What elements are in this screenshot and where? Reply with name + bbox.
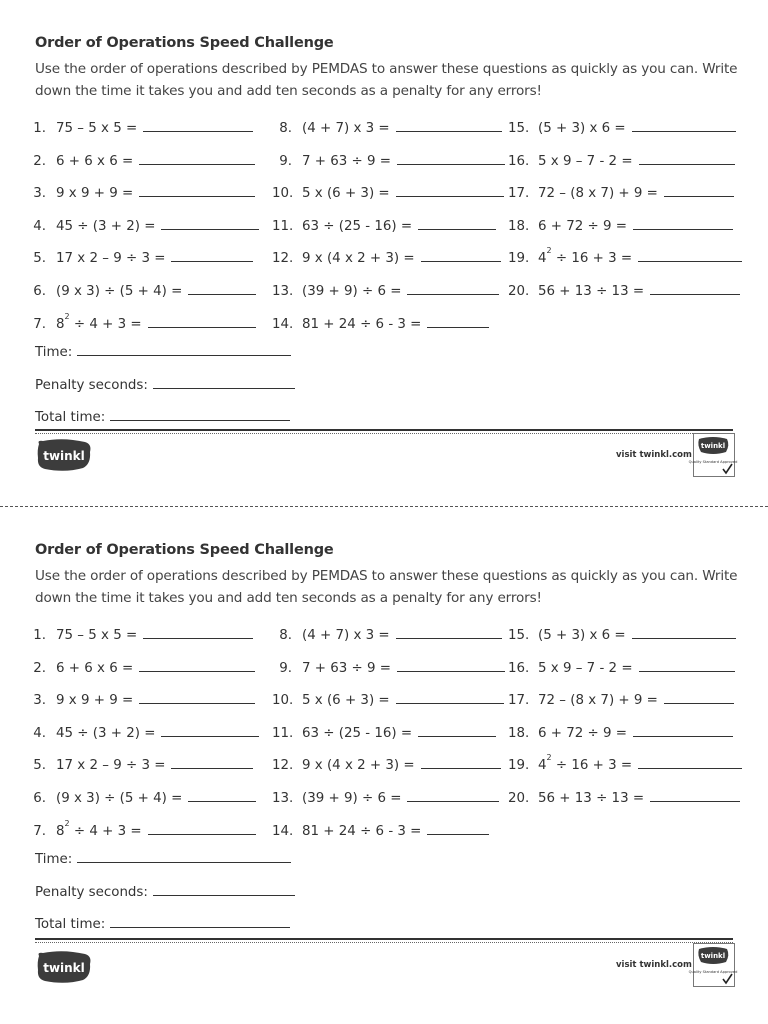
answer-blank[interactable] xyxy=(397,151,505,165)
answer-blank[interactable] xyxy=(396,625,502,639)
question-3: 3. 9 x 9 + 9 = xyxy=(26,183,255,201)
question-11: 11. 63 ÷ (25 - 16) = xyxy=(272,723,496,741)
question-8: 8. (4 + 7) x 3 = xyxy=(272,625,502,643)
question-10: 10. 5 x (6 + 3) = xyxy=(272,690,504,708)
worksheet-title: Order of Operations Speed Challenge xyxy=(35,542,334,558)
total-blank[interactable] xyxy=(110,407,290,421)
answer-blank[interactable] xyxy=(139,151,255,165)
question-14: 14. 81 + 24 ÷ 6 - 3 = xyxy=(272,821,489,839)
question-5: 5. 17 x 2 – 9 ÷ 3 = xyxy=(26,248,253,266)
question-3: 3. 9 x 9 + 9 = xyxy=(26,690,255,708)
total-row: Total time: xyxy=(35,914,290,932)
answer-blank[interactable] xyxy=(396,118,502,132)
question-10: 10. 5 x (6 + 3) = xyxy=(272,183,504,201)
answer-blank[interactable] xyxy=(139,183,255,197)
question-4: 4. 45 ÷ (3 + 2) = xyxy=(26,723,259,741)
answer-blank[interactable] xyxy=(143,118,253,132)
time-row: Time: xyxy=(35,342,291,360)
answer-blank[interactable] xyxy=(171,755,253,769)
penalty-row: Penalty seconds: xyxy=(35,882,295,900)
answer-blank[interactable] xyxy=(633,216,733,230)
question-19: 19. $4^2 \div 16 + 3$ = xyxy=(508,755,742,773)
question-14: 14. 81 + 24 ÷ 6 - 3 = xyxy=(272,314,489,332)
footer-rule-dotted xyxy=(35,942,733,943)
penalty-blank[interactable] xyxy=(153,882,295,896)
worksheet-instructions: Use the order of operations described by PEMDAS to answer these questions as quickly as you can. Write down the time it takes you and add ten seconds as a penalty for any errors! xyxy=(35,61,738,99)
answer-blank[interactable] xyxy=(421,755,501,769)
question-1: 1. 75 – 5 x 5 = xyxy=(26,118,253,136)
answer-blank[interactable] xyxy=(396,183,504,197)
answer-blank[interactable] xyxy=(139,690,255,704)
quality-badge-icon xyxy=(688,943,738,987)
answer-blank[interactable] xyxy=(188,788,256,802)
question-15: 15. (5 + 3) x 6 = xyxy=(508,625,736,643)
answer-blank[interactable] xyxy=(418,723,496,737)
footer-rule-dotted xyxy=(35,433,733,434)
answer-blank[interactable] xyxy=(148,821,256,835)
answer-blank[interactable] xyxy=(632,118,736,132)
question-11: 11. 63 ÷ (25 - 16) = xyxy=(272,216,496,234)
answer-blank[interactable] xyxy=(638,755,742,769)
answer-blank[interactable] xyxy=(664,690,734,704)
question-8: 8. (4 + 7) x 3 = xyxy=(272,118,502,136)
answer-blank[interactable] xyxy=(143,625,253,639)
svg-text:Quality Standard Approved: Quality Standard Approved xyxy=(688,460,738,464)
time-row: Time: xyxy=(35,849,291,867)
quality-badge-icon xyxy=(688,433,738,477)
question-13: 13. (39 + 9) ÷ 6 = xyxy=(272,281,499,299)
question-9: 9. 7 + 63 ÷ 9 = xyxy=(272,658,505,676)
question-6: 6. (9 x 3) ÷ (5 + 4) = xyxy=(26,281,256,299)
question-20: 20. 56 + 13 ÷ 13 = xyxy=(508,281,740,299)
answer-blank[interactable] xyxy=(639,151,735,165)
worksheet-2 xyxy=(0,507,768,1013)
answer-blank[interactable] xyxy=(664,183,734,197)
svg-text:twinkl: twinkl xyxy=(43,961,85,975)
question-7: 7. $8^2 \div 4 + 3$ = xyxy=(26,821,256,839)
answer-blank[interactable] xyxy=(639,658,735,672)
question-12: 12. 9 x (4 x 2 + 3) = xyxy=(272,248,501,266)
twinkl-logo-icon xyxy=(35,950,93,984)
question-2: 2. 6 + 6 x 6 = xyxy=(26,151,255,169)
time-blank[interactable] xyxy=(77,849,291,863)
svg-text:Quality Standard Approved: Quality Standard Approved xyxy=(688,970,738,974)
footer-rule xyxy=(35,938,733,940)
answer-blank[interactable] xyxy=(632,625,736,639)
question-9: 9. 7 + 63 ÷ 9 = xyxy=(272,151,505,169)
answer-blank[interactable] xyxy=(161,216,259,230)
question-18: 18. 6 + 72 ÷ 9 = xyxy=(508,216,733,234)
worksheet-title: Order of Operations Speed Challenge xyxy=(35,35,334,51)
answer-blank[interactable] xyxy=(427,821,489,835)
visit-link[interactable]: visit twinkl.com xyxy=(616,450,692,460)
answer-blank[interactable] xyxy=(421,248,501,262)
answer-blank[interactable] xyxy=(148,314,256,328)
question-5: 5. 17 x 2 – 9 ÷ 3 = xyxy=(26,755,253,773)
answer-blank[interactable] xyxy=(638,248,742,262)
question-20: 20. 56 + 13 ÷ 13 = xyxy=(508,788,740,806)
answer-blank[interactable] xyxy=(650,788,740,802)
footer-rule xyxy=(35,429,733,431)
question-17: 17. 72 – (8 x 7) + 9 = xyxy=(508,690,734,708)
penalty-blank[interactable] xyxy=(153,375,295,389)
question-6: 6. (9 x 3) ÷ (5 + 4) = xyxy=(26,788,256,806)
answer-blank[interactable] xyxy=(397,658,505,672)
question-19: 19. $4^2 \div 16 + 3$ = xyxy=(508,248,742,266)
penalty-row: Penalty seconds: xyxy=(35,375,295,393)
answer-blank[interactable] xyxy=(418,216,496,230)
question-13: 13. (39 + 9) ÷ 6 = xyxy=(272,788,499,806)
answer-blank[interactable] xyxy=(427,314,489,328)
worksheet-instructions: Use the order of operations described by PEMDAS to answer these questions as quickly as you can. Write down the time it takes you and add ten seconds as a penalty for any errors! xyxy=(35,568,738,606)
question-16: 16. 5 x 9 – 7 - 2 = xyxy=(508,151,735,169)
visit-link[interactable]: visit twinkl.com xyxy=(616,960,692,970)
question-12: 12. 9 x (4 x 2 + 3) = xyxy=(272,755,501,773)
question-16: 16. 5 x 9 – 7 - 2 = xyxy=(508,658,735,676)
question-7: 7. $8^2 \div 4 + 3$ = xyxy=(26,314,256,332)
answer-blank[interactable] xyxy=(407,788,499,802)
answer-blank[interactable] xyxy=(139,658,255,672)
svg-text:twinkl: twinkl xyxy=(700,952,726,960)
question-18: 18. 6 + 72 ÷ 9 = xyxy=(508,723,733,741)
answer-blank[interactable] xyxy=(407,281,499,295)
total-blank[interactable] xyxy=(110,914,290,928)
answer-blank[interactable] xyxy=(633,723,733,737)
svg-text:twinkl: twinkl xyxy=(700,442,726,450)
svg-text:twinkl: twinkl xyxy=(43,449,85,463)
answer-blank[interactable] xyxy=(396,690,504,704)
total-row: Total time: xyxy=(35,407,290,425)
answer-blank[interactable] xyxy=(171,248,253,262)
question-4: 4. 45 ÷ (3 + 2) = xyxy=(26,216,259,234)
worksheet-1 xyxy=(0,0,768,506)
answer-blank[interactable] xyxy=(650,281,740,295)
question-15: 15. (5 + 3) x 6 = xyxy=(508,118,736,136)
question-1: 1. 75 – 5 x 5 = xyxy=(26,625,253,643)
question-17: 17. 72 – (8 x 7) + 9 = xyxy=(508,183,734,201)
time-blank[interactable] xyxy=(77,342,291,356)
answer-blank[interactable] xyxy=(188,281,256,295)
twinkl-logo-icon xyxy=(35,438,93,472)
answer-blank[interactable] xyxy=(161,723,259,737)
question-2: 2. 6 + 6 x 6 = xyxy=(26,658,255,676)
